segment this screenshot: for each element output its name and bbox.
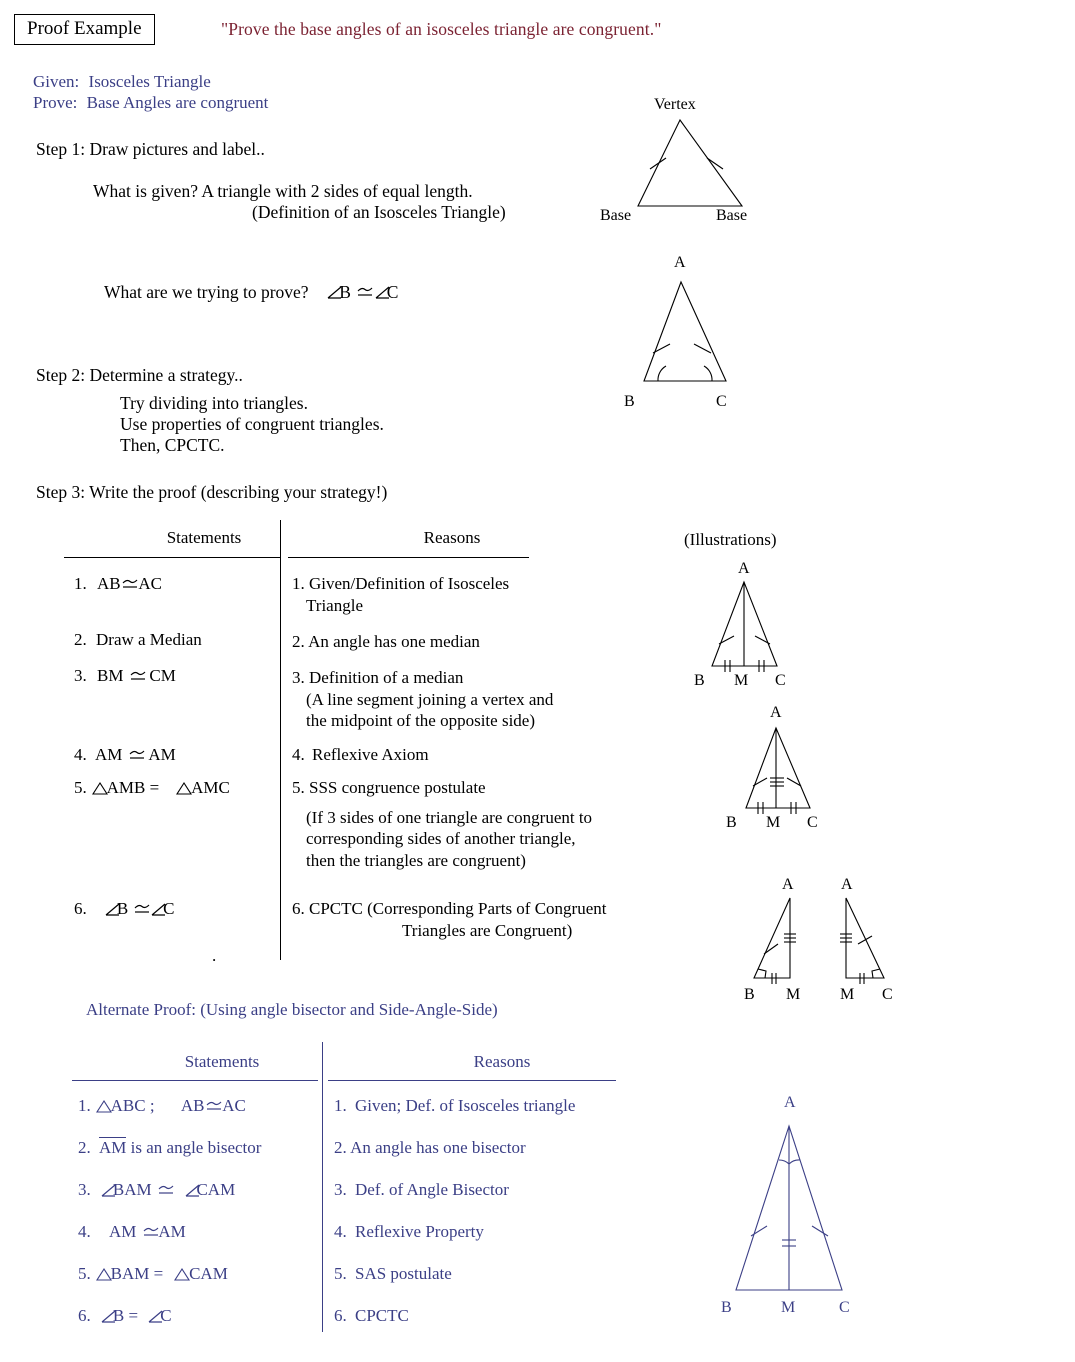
label-c: C [839, 1299, 850, 1316]
statement-number: 4. [74, 745, 87, 764]
figure-angle-bisector [700, 1094, 890, 1329]
step-1-definition-note: (Definition of an Isosceles Triangle) [252, 202, 506, 222]
reason-number: 5. [292, 778, 305, 797]
statement-text-2: CAM [196, 1180, 236, 1199]
table-row [74, 898, 284, 920]
step-1-question-prove [104, 282, 398, 303]
step-2-heading: Step 2: Determine a strategy.. [36, 365, 243, 385]
step-1-question-given: What is given? A triangle with 2 sides of equal length. [93, 181, 473, 201]
label-m: M [766, 814, 781, 831]
reason-number: 2. [334, 1138, 347, 1157]
statement-text: BAM = [110, 1264, 164, 1283]
figure-vertex-base-triangle [592, 96, 792, 236]
reason-text: Def. of Angle Bisector [355, 1180, 509, 1199]
base-label-right: Base [716, 207, 748, 224]
statement-number: 2. [74, 630, 87, 649]
given-label: Given: [33, 72, 80, 91]
statement-text-2: C [160, 1306, 172, 1325]
reason-line-1: CPCTC (Corresponding Parts of Congruent [309, 899, 607, 918]
alt-table-rule-left [72, 1080, 318, 1081]
prove-value: Base Angles are congruent [86, 93, 269, 112]
statement-text: AM [109, 1222, 137, 1241]
page-title: "Prove the base angles of an isosceles triangle are congruent." [221, 19, 662, 39]
statement-number: 5. [78, 1264, 91, 1283]
table-row [78, 1264, 228, 1284]
reason-number: 3. [292, 668, 305, 687]
label-m-left: M [786, 986, 801, 1003]
table-row [78, 1180, 235, 1200]
statements-trailing-dot: . [212, 946, 217, 965]
reason-number: 1. [334, 1096, 347, 1115]
alt-table-divider [322, 1042, 323, 1332]
label-b: B [726, 814, 737, 831]
statement-text: AM [95, 745, 123, 764]
given-line [33, 71, 268, 92]
statement-number: 1. [78, 1096, 91, 1115]
statement-text: is an angle bisector [130, 1138, 262, 1157]
label-b: B [694, 672, 705, 689]
table-row [334, 1222, 484, 1242]
prove-label: Prove: [33, 93, 78, 112]
statement-text-2: C [163, 899, 175, 918]
reason-line-2: (A line segment joining a vertex and [306, 689, 554, 709]
statement-text: ABC ; [110, 1096, 155, 1115]
reason-line-1: Given/Definition of Isosceles [309, 574, 510, 593]
alt-table-rule-right [328, 1080, 616, 1081]
label-a-left: A [782, 876, 794, 893]
reason-text: Given; Def. of Isosceles triangle [355, 1096, 576, 1115]
step-2-line-1: Try dividing into triangles. [120, 393, 308, 413]
statement-text-3: AC [222, 1096, 246, 1115]
label-a: A [674, 254, 686, 271]
reason-text: SAS postulate [355, 1264, 452, 1283]
reason-line-2: Triangles are Congruent) [402, 920, 573, 940]
label-m: M [734, 672, 749, 689]
statement-text: Draw a Median [96, 630, 202, 649]
label-c: C [807, 814, 818, 831]
table-row [74, 777, 284, 799]
table-row [78, 1138, 261, 1158]
alternate-proof-heading: Alternate Proof: (Using angle bisector and Side-Angle-Side) [86, 1000, 498, 1019]
label-b: B [624, 393, 635, 410]
table-row [292, 744, 712, 766]
step-1-question-prove-text: What are we trying to prove? [104, 282, 309, 302]
illustrations-label: (Illustrations) [684, 530, 777, 549]
label-b-left: B [744, 986, 755, 1003]
step-3-heading: Step 3: Write the proof (describing your strategy!) [36, 482, 388, 502]
given-prove-block [33, 71, 268, 113]
angle-c-label: C [386, 282, 399, 302]
table-row [292, 631, 712, 653]
reason-line-4: then the triangles are congruent) [306, 850, 526, 870]
table-row [334, 1138, 526, 1158]
table-row [334, 1096, 575, 1116]
figure-angle-bisector-svg [700, 1094, 890, 1329]
statement-number: 4. [78, 1222, 91, 1241]
step-2-line-2: Use properties of congruent triangles. [120, 414, 384, 434]
table-row [292, 667, 712, 732]
reason-number: 6. [292, 899, 305, 918]
table-row [78, 1096, 246, 1116]
statement-text-2: AC [138, 574, 162, 593]
statement-number: 2. [78, 1138, 91, 1157]
base-label-left: Base [600, 207, 632, 224]
reason-number: 3. [334, 1180, 347, 1199]
reason-line-3: corresponding sides of another triangle, [306, 829, 576, 848]
label-a-right: A [841, 876, 853, 893]
main-header-reasons: Reasons [423, 528, 481, 547]
reason-text: An angle has one bisector [350, 1138, 526, 1157]
table-row [78, 1222, 186, 1242]
statement-text: BM [97, 666, 124, 685]
table-row [74, 573, 284, 595]
reason-number: 6. [334, 1306, 347, 1325]
statement-number: 6. [74, 899, 87, 918]
step-2-line-3: Then, CPCTC. [120, 435, 225, 455]
table-row [74, 744, 284, 766]
reason-number: 2. [292, 632, 305, 651]
figure-median-1-svg [676, 560, 846, 700]
table-row [334, 1264, 452, 1284]
label-a: A [784, 1094, 796, 1111]
prove-line [33, 92, 268, 113]
reason-line-2: (If 3 sides of one triangle are congruent to [306, 807, 593, 827]
table-row [292, 898, 712, 941]
statement-text-2: AM [148, 745, 176, 764]
table-row [334, 1306, 409, 1326]
figure-median-1 [676, 560, 846, 700]
main-table-rule-left [64, 557, 280, 558]
table-row [74, 629, 284, 651]
angle-b-label: B [339, 282, 351, 302]
label-m: M [781, 1299, 796, 1316]
table-row [292, 777, 712, 871]
reason-number: 1. [292, 574, 305, 593]
alt-header-statements: Statements [184, 1052, 260, 1071]
statement-text: B = [112, 1306, 139, 1325]
reason-text: CPCTC [355, 1306, 409, 1325]
label-a: A [738, 560, 750, 577]
label-c-right: C [882, 986, 893, 1003]
figure-median-2-svg [708, 704, 878, 844]
label-a: A [770, 704, 782, 721]
statement-text-2: AB [180, 1096, 205, 1115]
step-1-heading: Step 1: Draw pictures and label.. [36, 139, 265, 159]
statement-text-2: CAM [189, 1264, 228, 1283]
proof-example-badge [14, 14, 155, 45]
reason-line-1: An angle has one median [308, 632, 480, 651]
reason-line-2: Triangle [306, 595, 363, 615]
figure-median-2 [708, 704, 878, 844]
statement-text: AB [97, 574, 121, 593]
proof-example-label: Proof Example [27, 18, 142, 39]
vertex-label: Vertex [654, 96, 696, 113]
statement-number: 6. [78, 1306, 91, 1325]
vertex-base-triangle-svg [592, 96, 792, 236]
reason-number: 5. [334, 1264, 347, 1283]
statement-number: 5. [74, 778, 87, 797]
table-row [78, 1306, 172, 1326]
figure-split-triangles-svg [736, 874, 916, 1014]
reason-line-3: the midpoint of the opposite side) [306, 711, 535, 730]
label-b: B [721, 1299, 732, 1316]
main-header-statements: Statements [166, 528, 242, 547]
statement-text-2: CM [149, 666, 176, 685]
statement-text-2: AM [158, 1222, 186, 1241]
figure-triangle-abc [608, 254, 788, 414]
main-table-rule-right [288, 557, 529, 558]
figure-split-triangles [736, 874, 916, 1014]
reason-number: 4. [292, 745, 305, 764]
label-c: C [775, 672, 786, 689]
statement-text: BAM [112, 1180, 152, 1199]
given-value: Isosceles Triangle [88, 72, 211, 91]
table-row [74, 665, 284, 687]
reason-number: 4. [334, 1222, 347, 1241]
triangle-abc-svg [608, 254, 788, 414]
reason-line-1: SSS congruence postulate [309, 778, 486, 797]
reason-line-1: Reflexive Axiom [312, 745, 429, 764]
statement-number: 1. [74, 574, 87, 593]
reason-text: Reflexive Property [355, 1222, 484, 1241]
table-row [292, 573, 712, 616]
alt-header-reasons: Reasons [473, 1052, 531, 1071]
statement-text: B [116, 899, 129, 918]
label-m-right: M [840, 986, 855, 1003]
label-c: C [716, 393, 727, 410]
statement-text-2: AMC [191, 778, 230, 797]
statement-number: 3. [78, 1180, 91, 1199]
table-row [334, 1180, 509, 1200]
statement-text: AMB = [106, 778, 160, 797]
segment-am-overline: AM [99, 1138, 127, 1157]
reason-line-1: Definition of a median [309, 668, 464, 687]
statement-number: 3. [74, 666, 87, 685]
